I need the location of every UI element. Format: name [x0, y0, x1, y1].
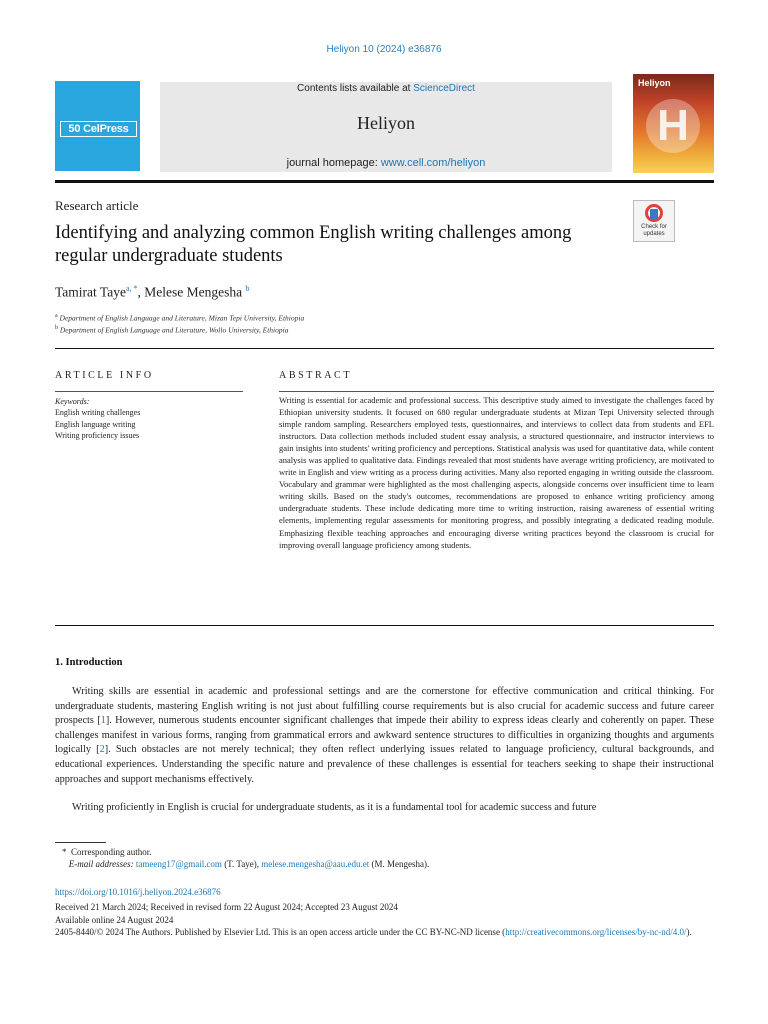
footnote-divider	[55, 842, 106, 843]
email-owner: (M. Mengesha).	[371, 859, 430, 869]
paragraph-text: ]. Such obstacles are not merely technical; they often reflect underlying issues related to language proficiency, cultural backgrounds, and educational experiences. Understanding the specific nature and prevalence of these challenges is essential for teachers seeking to shape their instructional approaches and support mechanisms effectively.	[55, 744, 714, 785]
cell-press-logo: 50 CelPress	[60, 121, 137, 137]
affiliation-mark: a	[55, 313, 58, 319]
license-end: ).	[686, 927, 692, 937]
keyword: Writing proficiency issues	[55, 431, 140, 441]
author-affiliation-marks[interactable]: b	[245, 284, 250, 293]
email-label: E-mail addresses:	[68, 859, 134, 869]
paragraph-text: ]. However, numerous students encounter significant challenges that impede their ability to express ideas clearly and coherently on paper. These challenges manifest in various forms, ranging from grammatical errors and awkward sentence structures to difficulties in organizing thoughts and arguments logically [	[55, 715, 714, 756]
available-online-date: Available online 24 August 2024	[55, 914, 174, 925]
section-divider	[55, 348, 714, 349]
contents-prefix: Contents lists available at	[297, 83, 411, 94]
reference-link[interactable]: 1	[100, 715, 106, 727]
abstract-heading: ABSTRACT	[279, 370, 353, 381]
keyword: English language writing	[55, 419, 136, 429]
header-divider	[55, 180, 714, 183]
check-for-updates-label: Check for updates	[641, 224, 667, 237]
keywords-block	[55, 396, 140, 442]
footnote-mark: *	[62, 847, 67, 857]
article-info-divider	[55, 391, 243, 392]
abstract-divider	[279, 391, 714, 392]
article-title: Identifying and analyzing common English writing challenges among regular undergraduate students	[55, 223, 572, 266]
keywords-label: Keywords:	[55, 397, 90, 406]
journal-citation[interactable]: Heliyon 10 (2024) e36876	[326, 44, 442, 55]
footnote-text: Corresponding author.	[71, 847, 152, 857]
corresponding-author-footnote	[62, 847, 152, 857]
abstract-bottom-divider	[55, 625, 714, 626]
bookmark-icon	[650, 209, 658, 219]
email-footnote	[62, 859, 429, 869]
homepage-prefix: journal homepage:	[286, 157, 378, 169]
email-link[interactable]: melese.mengesha@aau.edu.et	[261, 859, 370, 869]
license-link[interactable]: http://creativecommons.org/licenses/by-nc-nd/4.0/	[505, 927, 687, 937]
paragraph-text: Writing proficiently in English is crucial for undergraduate students, as it is a fundamental tool for academic success and future	[72, 802, 597, 813]
cell-press-logo-box[interactable]	[55, 81, 140, 171]
reference-link[interactable]: 2	[99, 744, 105, 756]
journal-homepage-link[interactable]: www.cell.com/heliyon	[380, 157, 486, 169]
body-paragraph	[55, 685, 714, 787]
paragraph-text: Writing skills are essential in academic and professional settings and are the cornerstone for effective communication and critical thinking. For undergraduate students, mastering English writing is not just about fulfilling course requirements but is also crucial for academic success and future career prospects [	[55, 686, 714, 727]
journal-cover-image[interactable]	[633, 74, 714, 173]
email-owner: (T. Taye),	[224, 859, 259, 869]
author-name[interactable]: Melese Mengesha	[144, 284, 243, 300]
contents-line	[160, 83, 612, 94]
author-name[interactable]: Tamirat Taye	[55, 284, 126, 300]
affiliation	[55, 325, 288, 335]
email-link[interactable]: tameeng17@gmail.com	[135, 859, 222, 869]
sciencedirect-link[interactable]: ScienceDirect	[413, 83, 475, 94]
received-dates: Received 21 March 2024; Received in revised form 22 August 2024; Accepted 23 August 2024	[55, 902, 398, 912]
keyword: English writing challenges	[55, 408, 141, 418]
license-text: 2405-8440/© 2024 The Authors. Published by Elsevier Ltd. This is an open access article under the CC BY-NC-ND license (	[55, 927, 506, 937]
license-statement	[55, 926, 714, 938]
affiliation-text: Department of English Language and Literature, Wollo University, Ethiopia	[59, 325, 289, 335]
journal-homepage-line	[160, 157, 612, 169]
introduction-heading: 1. Introduction	[55, 657, 123, 668]
doi-link[interactable]: https://doi.org/10.1016/j.heliyon.2024.e36876	[55, 887, 221, 897]
affiliation-text: Department of English Language and Literature, Mizan Tepi University, Ethiopia	[59, 313, 305, 323]
article-info-heading: ARTICLE INFO	[55, 370, 154, 381]
affiliation	[55, 313, 304, 323]
check-for-updates-badge[interactable]	[633, 200, 675, 242]
journal-name: Heliyon	[357, 113, 415, 133]
article-type: Research article	[55, 198, 139, 213]
author-list	[55, 284, 250, 301]
affiliation-mark: b	[55, 325, 58, 331]
cover-title: Heliyon	[638, 78, 671, 88]
cover-h-letter: H	[657, 101, 689, 150]
body-paragraph	[55, 801, 714, 816]
abstract-text: Writing is essential for academic and professional success. This descriptive study aimed to investigate the challenges faced by Ethiopian university students. It focused on 680 regular undergraduate students at Mizan Tepi University selected through simple random sampling. Researchers employed tests, questionnaires, and interviews to collect data from students and EFL instructors. Data collection methods included student essay analysis, a structured questionnaire, and instructor interviews to gain insights into students' writing proficiency and perceptions. Statistical analysis was used for quantitative data, while content analysis was applied to qualitative data. Findings revealed that most students have average writing proficiency, are motivated to write in English and view writing as a process during activities. Many also reported engaging in writing outside the classroom. Vocabulary and grammar were highlighted as the most challenging aspects, alongside concerns over insufficient time to learn writing skills. Based on the study's outcomes, recommendations are proposed to enhance writing proficiency among undergraduate students. These include dedicating more time to writing instruction, raising awareness of essential writing elements, implementing regular assessments for monitoring progress, and possibly integrating a dedicated reading module. Emphasizing flexible teaching approaches and encouraging diverse writing practices beyond the classroom is crucial for improving overall language proficiency among students.	[279, 395, 714, 550]
author-separator: ,	[137, 284, 145, 300]
author-affiliation-marks[interactable]: a, *	[125, 284, 138, 293]
